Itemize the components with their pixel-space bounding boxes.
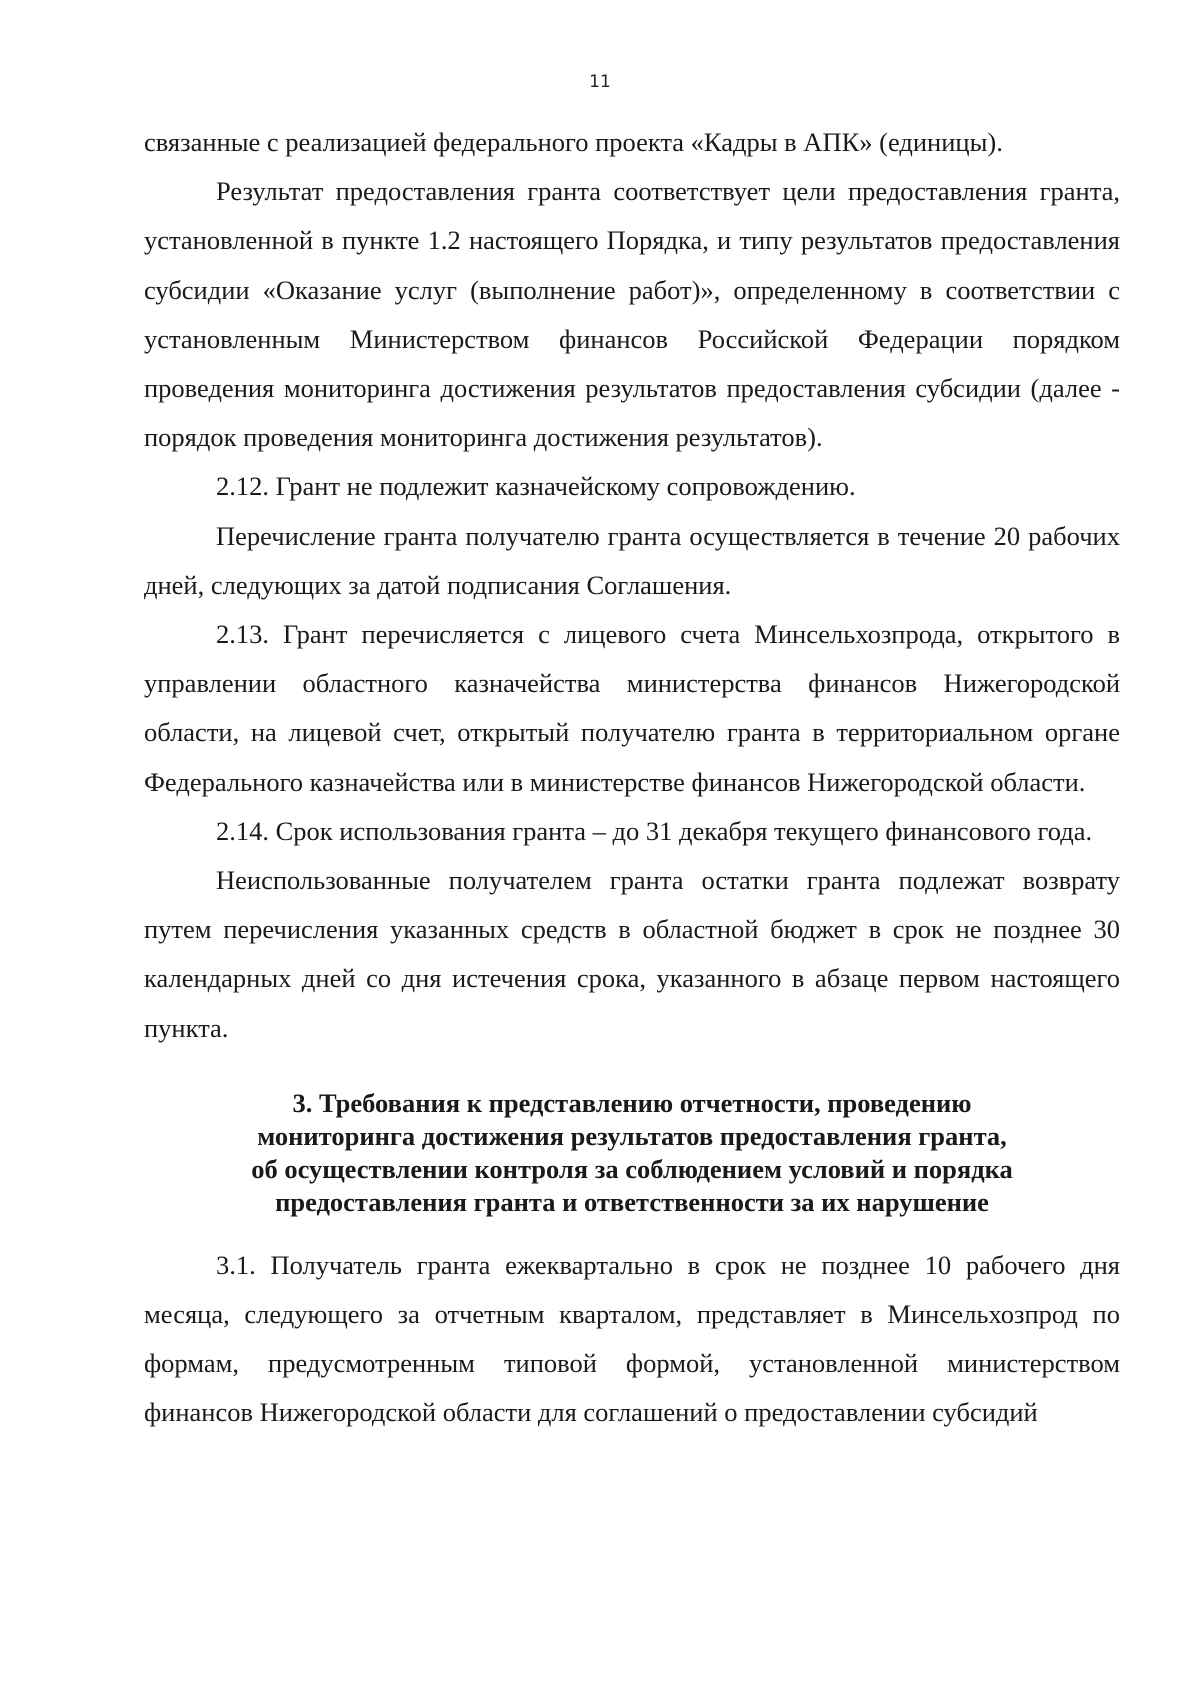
document-body [144, 118, 1120, 1438]
section-3-heading-line: об осуществлении контроля за соблюдением условий и порядка [251, 1153, 1013, 1184]
paragraph-2-13: 2.13. Грант перечисляется с лицевого счета Минсельхозпрода, открытого в управлении областного казначейства министерства финансов Нижегородской области, на лицевой счет, открытый получателю гранта в территориальном органе Федерального казначейства или в министерстве финансов Нижегородской области. [144, 619, 1120, 797]
section-3-heading-line: мониторинга достижения результатов предоставления гранта, [257, 1120, 1007, 1151]
paragraph-2-12: 2.12. Грант не подлежит казначейскому сопровождению. [216, 471, 856, 502]
paragraph-continuation: связанные с реализацией федерального проекта «Кадры в АПК» (единицы). [144, 127, 1003, 157]
paragraph-grant-result: Результат предоставления гранта соответствует цели предоставления гранта, установленной в пункте 1.2 настоящего Порядка, и типу результатов предоставления субсидии «Оказание услуг (выполнение работ)», определенному в соответствии с установленным Министерством финансов Российской Федерации порядком проведения мониторинга достижения результатов предоставления субсидии (далее - порядок проведения мониторинга достижения результатов). [144, 176, 1120, 453]
section-3-heading-line: предоставления гранта и ответственности за их нарушение [275, 1186, 989, 1217]
paragraph-unused-grant-return: Неиспользованные получателем гранта остатки гранта подлежат возврату путем перечисления указанных средств в областной бюджет в срок не позднее 30 календарных дней со дня истечения срока, указанного в абзаце первом настоящего пункта. [144, 865, 1120, 1043]
section-3-heading [144, 1087, 1120, 1219]
paragraph-2-14: 2.14. Срок использования гранта – до 31 декабря текущего финансового года. [216, 815, 1093, 846]
paragraph-grant-transfer-term: Перечисление гранта получателю гранта осуществляется в течение 20 рабочих дней, следующих за датой подписания Соглашения. [144, 520, 1120, 600]
section-3-heading-line: 3. Требования к представлению отчетности, проведению [292, 1087, 972, 1118]
paragraph-3-1: 3.1. Получатель гранта ежеквартально в срок не позднее 10 рабочего дня месяца, следующего за отчетным кварталом, представляет в Минсельхозпрод по формам, предусмотренным типовой формой, установленной министерством финансов Нижегородской области для соглашений о предоставлении субсидий [144, 1249, 1120, 1428]
page-number: 11 [589, 72, 611, 92]
